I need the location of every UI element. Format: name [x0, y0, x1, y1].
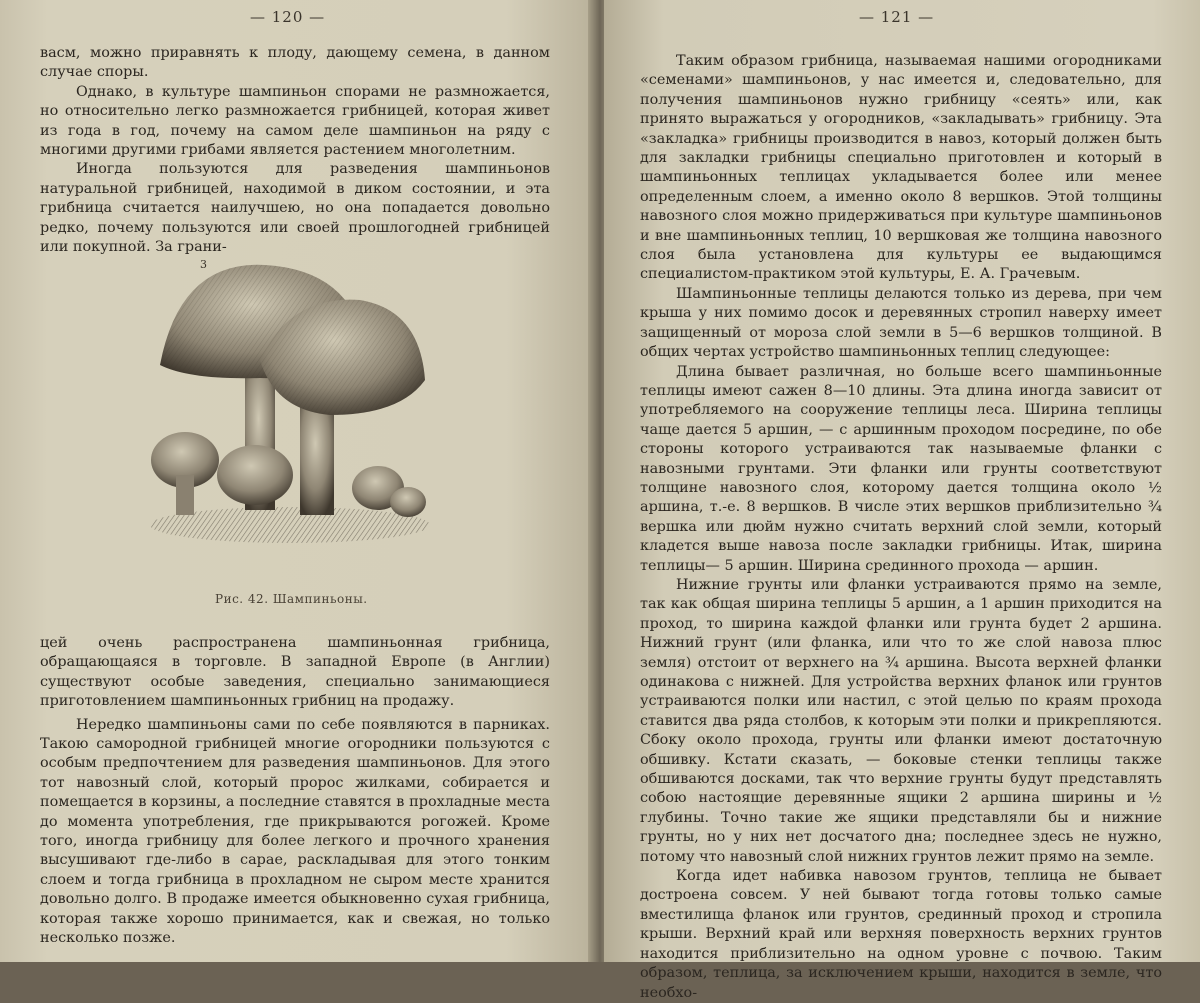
paragraph: Нижние грунты или фланки устраиваются прямо на земле, так как общая ширина теплицы 5 аршин, а 1 аршин приходится на проход, то ширина каждой фланки или грунта будет 2 аршина. Нижний грунт (или фланка, или что то же слой навоза плюс земля) отстоит от верхнего на ¾ аршина. Высота верхней фланки одинакова с нижней. Для устройства верхних фланок или грунтов устраиваются полки или настил, с этой целью по краям прохода ставится два ряда столбов, к которым эти полки и прикрепляются. Сбоку около прохода, грунты или фланки имеют достаточную обшивку. Кстати сказать, — боковые стенки теплицы также обшиваются досками, так что верхние грунты будут представлять собою настоящие деревянные ящики 2 аршина ширины и ½ глубины. Точно такие же ящики представляли бы и нижние грунты, но у них нет досчатого дна; последнее здесь не нужно, потому что навозный слой нижних грунтов лежит прямо на земле. [640, 576, 1162, 865]
paragraph: Шампиньонные теплицы делаются только из дерева, при чем крыша у них помимо досок и деревянных стропил наверху имеет защищенный от мороза слой земли в 5—6 вершков толщиной. В общих чертах устройство шампиньонных теплиц следующее: [640, 285, 1162, 361]
right-page [604, 0, 1200, 1001]
paragraph: цей очень распространена шампиньонная грибница, обращающаяся в торговле. В западной Европе (в Англии) существуют особые заведения, специально занимающиеся приготовлением шампиньонных грибниц на продажу. [40, 635, 550, 710]
page-number-right: — 121 — [859, 8, 935, 26]
figure-caption: Рис. 42. Шампиньоны. [215, 592, 368, 606]
left-text-bottom [40, 634, 550, 949]
page-number-left: — 120 — [250, 8, 326, 26]
paragraph: Длина бывает различная, но больше всего шампиньонные теплицы имеют сажен 8—10 длины. Эта длина иногда зависит от употребляемого на сооружение теплицы леса. Ширина теплицы чаще дается 5 аршин, — с аршинным проходом посредине, по обе стороны которого устраиваются так называемые фланки с навозными грунтами. Эти фланки или грунты соответствуют толщине навозного слоя, которому дается толщина около ½ аршина, т.-е. 8 вершков. В числе этих вершков приблизительно ¾ вершка или дюйм нужно считать верхний слой земли, который кладется выше навоза после закладки грибницы. Итак, ширина теплицы— 5 аршин. Ширина срединного прохода — аршин. [640, 363, 1162, 574]
right-text [640, 52, 1162, 1003]
mushroom-stem [300, 405, 334, 515]
paragraph: Таким образом грибница, называемая нашими огородниками «семенами» шампиньонов, у нас имеется и, следовательно, для получения шампиньонов нужно грибницу «сеять» или, как принято выражаться у огородников, «закладывать» грибницу. Эта «закладка» грибницы производится в навоз, который должен быть для закладки грибницы специально приготовлен и который в шампиньонных теплицах укладывается более или менее определенным слоем, а именно около 8 вершков. Этой толщины навозного слоя можно придерживаться при культуре шампиньонов и вне шампиньонных теплиц, 10 вершковая же толщина навозного слоя была установлена для культуры ее выдающимся специалистом-практиком этой культуры, Е. А. Грачевым. [640, 53, 1162, 283]
mushroom-stem [176, 475, 194, 515]
left-page [0, 0, 596, 962]
small-mushroom [390, 487, 426, 517]
paragraph: Когда идет набивка навозом грунтов, теплица не бывает достроена совсем. У ней бывают тогда готовы только самые вместилища фланок или грунтов, срединный проход и стропила крыши. Верхний край или верхняя поверхность верхних грунтов находится приблизительно на одном уровне с почвою. Таким образом, теплица, за исключением крыши, находится в земле, что необхо- [640, 868, 1162, 1001]
paragraph: васм, можно приравнять к плоду, дающему семена, в данном случае споры. [40, 45, 550, 81]
small-mushroom [217, 445, 293, 505]
left-text-top [40, 44, 550, 257]
paragraph: Однако, в культуре шампиньон спорами не размножается, но относительно легко размножается грибницей, которая живет из года в год, почему на самом деле шампиньон на ряду с многими другими грибами является растением многолетним. [40, 83, 550, 159]
paragraph: Нередко шампиньоны сами по себе появляются в парниках. Такою самородной грибницей многие огородники пользуются с особым предпочтением для разведения шампиньонов. Для этого тот навозный слой, который пророс жилками, собирается и помещается в корзины, а последние ставятся в прохладные места до момента употребления, где прикрываются рогожей. Кроме того, иногда грибницу для более легкого и прочного хранения высушивают где-либо в сарае, раскладывая для этого тонким слоем и тогда грибница в прохладном не сыром месте хранится довольно долго. В продаже имеется обыкновенно сухая грибница, которая также хорошо принимается, как и свежая, но только несколько позже. [40, 716, 550, 947]
paragraph: Иногда пользуются для разведения шампиньонов натуральной грибницей, находимой в диком состоянии, и эта грибница считается наилучшею, но она попадается довольно редко, почему пользуются или своей прошлогодней грибницей или покупной. За грани- [40, 161, 550, 256]
mushroom-illustration [140, 250, 440, 550]
figure-label: 3 [200, 258, 207, 271]
